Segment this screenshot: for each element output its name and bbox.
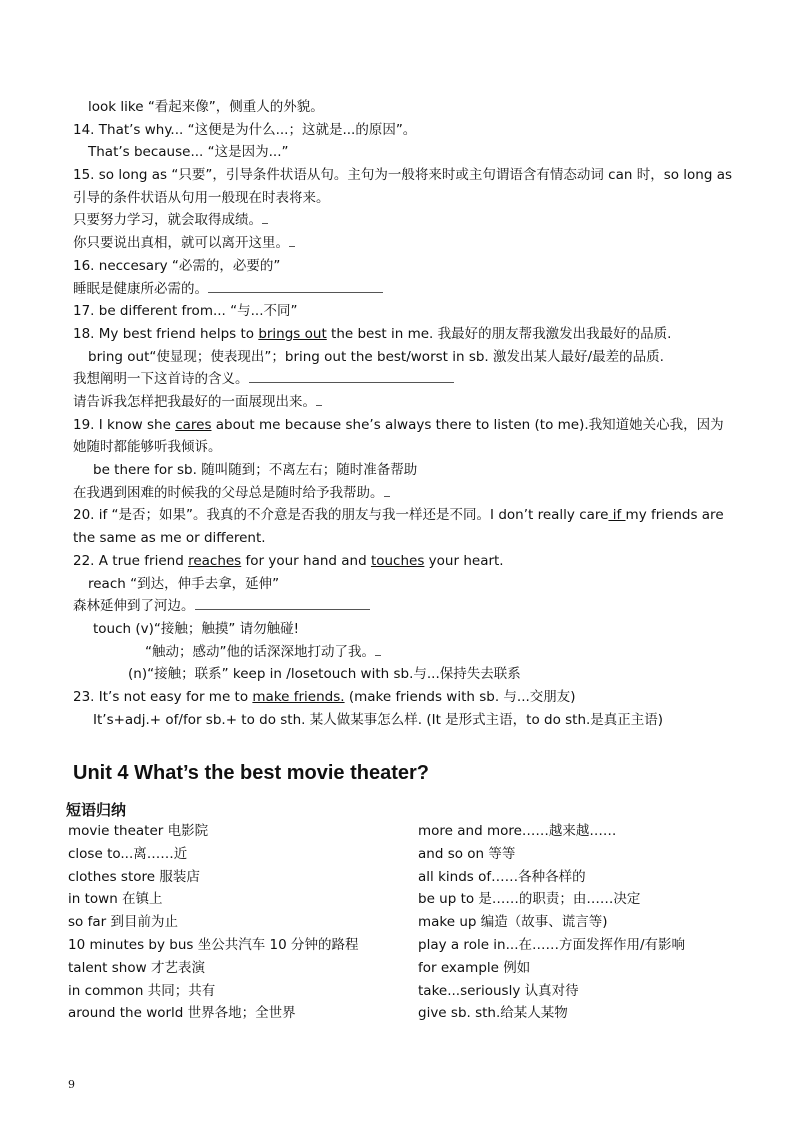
unit-title: Unit 4 What’s the best movie theater?: [73, 762, 429, 784]
grammar-notes: [73, 96, 733, 731]
exercise-text: 睡眠是健康所必需的。: [73, 280, 208, 297]
answer-blank: [384, 482, 390, 497]
exercise-line: [73, 232, 733, 255]
answer-blank: [289, 232, 295, 247]
note-text: 22. A true friend: [73, 552, 189, 569]
note-text: my friends are the same as me or different.: [73, 507, 724, 547]
answer-blank: [375, 641, 381, 656]
note-text: the best in me. 我最好的朋友帮我激发出我最好的品质.: [326, 325, 672, 342]
exercise-line: [73, 368, 733, 391]
phrase-item: so far 到目前为止: [68, 914, 178, 931]
phrase-item: and so on 等等: [418, 845, 516, 862]
note-line: bring out“使显现；使表现出”；bring out the best/worst in sb. 激发出某人最好/最差的品质.: [88, 348, 664, 365]
phrase-item: play a role in...在……方面发挥作用/有影响: [418, 936, 686, 953]
phrase-item: around the world 世界各地；全世界: [68, 1005, 296, 1022]
note-text: your heart.: [424, 552, 504, 569]
answer-blank: [249, 368, 454, 383]
underlined-text: brings out: [258, 325, 327, 342]
note-line: 16. neccesary “必需的，必要的”: [73, 257, 281, 274]
note-line: be there for sb. 随叫随到；不离左右；随时准备帮助: [93, 462, 418, 479]
answer-blank: [262, 209, 268, 224]
phrase-item: movie theater 电影院: [68, 823, 209, 839]
note-text: about me because she’s always there to listen (to me).我知道她关心我，因为她随时都能够听我倾诉。: [73, 416, 724, 456]
exercise-text: “触动；感动”他的话深深地打动了我。: [145, 643, 375, 660]
note-text: (make friends with sb. 与...交朋友): [344, 688, 576, 705]
note-line: 14. That’s why... “这便是为什么...；这就是...的原因”。: [73, 121, 417, 138]
exercise-line: [73, 209, 733, 232]
answer-blank: [208, 278, 383, 293]
exercise-text: 我想阐明一下这首诗的含义。: [73, 371, 249, 388]
phrase-item: more and more……越来越……: [418, 823, 617, 839]
underlined-text: if: [608, 507, 626, 524]
underlined-text: touches: [370, 552, 425, 569]
exercise-line: [73, 278, 733, 301]
exercise-text: 在我遇到困难的时候我的父母总是随时给予我帮助。: [73, 484, 384, 501]
phrase-item: 10 minutes by bus 坐公共汽车 10 分钟的路程: [68, 936, 359, 953]
exercise-line: [73, 391, 733, 414]
note-line: 17. be different from... “与...不同”: [73, 303, 298, 320]
exercise-text: 只要努力学习，就会取得成绩。: [73, 212, 262, 229]
exercise-text: 森林延伸到了河边。: [73, 598, 195, 615]
answer-blank: [316, 391, 322, 406]
phrase-item: in common 共同；共有: [68, 982, 216, 999]
phrase-item: close to...离……近: [68, 845, 188, 862]
note-line: reach “到达，伸手去拿，延伸”: [88, 575, 280, 592]
phrase-item: all kinds of……各种各样的: [418, 868, 586, 885]
section-title: 短语归纳: [66, 801, 127, 819]
exercise-line: [73, 482, 733, 505]
phrase-item: in town 在镇上: [68, 891, 163, 908]
exercise-line: [73, 595, 733, 618]
exercise-line: [73, 641, 733, 664]
phrase-column-left: [68, 820, 358, 1025]
phrase-item: be up to 是……的职责；由……决定: [418, 891, 641, 908]
underlined-text: reaches: [188, 552, 242, 569]
answer-blank: [195, 595, 370, 610]
phrase-item: for example 例如: [418, 959, 531, 976]
underlined-text: make friends.: [252, 688, 345, 705]
note-text: 18. My best friend helps to: [73, 325, 259, 342]
note-line: [73, 504, 733, 549]
note-line: That’s because... “这是因为...”: [88, 144, 289, 161]
underlined-text: cares: [175, 416, 212, 433]
note-line: look like “看起来像”，侧重人的外貌。: [88, 99, 324, 115]
note-line: [73, 323, 733, 346]
phrase-column-right: [418, 820, 685, 1025]
note-line: [73, 686, 733, 709]
exercise-text: 你只要说出真相，就可以离开这里。: [73, 235, 289, 252]
note-text: 19. I know she: [73, 416, 176, 433]
phrase-item: take...seriously 认真对待: [418, 982, 579, 999]
note-line: 15. so long as “只要”，引导条件状语从句。主句为一般将来时或主句谓语含有情态动词 can 时，so long as 引导的条件状语从句用一般现在时表将来。: [73, 167, 733, 206]
note-line: [73, 414, 733, 459]
phrase-item: make up 编造（故事、谎言等): [418, 914, 608, 931]
note-text: for your hand and: [241, 552, 371, 569]
page-number: 9: [68, 1078, 75, 1091]
note-text: 20. if “是否；如果”。我真的不介意是否我的朋友与我一样还是不同。I don’t really care: [73, 507, 609, 524]
note-line: It’s+adj.+ of/for sb.+ to do sth. 某人做某事怎么样. (It 是形式主语，to do sth.是真正主语): [93, 711, 664, 728]
phrase-item: clothes store 服装店: [68, 868, 200, 885]
note-line: touch (v)“接触；触摸” 请勿触碰!: [93, 620, 300, 637]
phrase-item: give sb. sth.给某人某物: [418, 1005, 568, 1022]
phrase-item: talent show 才艺表演: [68, 959, 205, 976]
note-line: (n)“接触；联系” keep in /losetouch with sb.与...保持失去联系: [128, 666, 521, 683]
note-line: [73, 550, 733, 573]
exercise-text: 请告诉我怎样把我最好的一面展现出来。: [73, 393, 316, 410]
note-text: 23. It’s not easy for me to: [73, 688, 253, 705]
